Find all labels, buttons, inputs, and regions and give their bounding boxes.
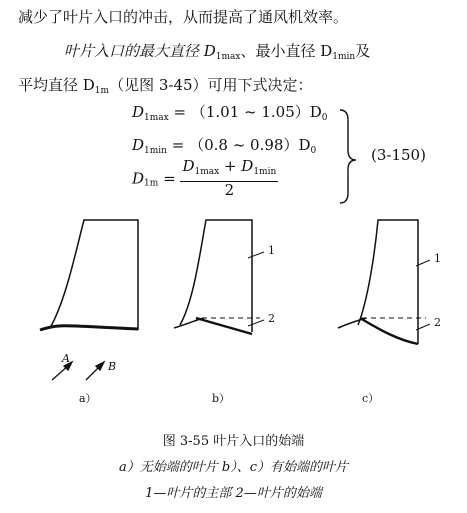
line3-text-b: （见图 3-45）可用下式决定：	[109, 76, 313, 94]
eq1-rhs-sub: 0	[321, 113, 328, 123]
eq2-rhs-sub: 0	[310, 146, 317, 156]
eq3-lhs: D	[132, 169, 145, 188]
eq3-denominator: 2	[224, 181, 235, 199]
figure-caption-title: 图 3-55 叶片入口的始端	[162, 434, 305, 449]
subfigure-label-a: a）	[79, 392, 97, 405]
blade-a	[40, 220, 138, 330]
eq3-num-a: D	[182, 157, 195, 175]
arrow-label-a: A	[62, 352, 70, 365]
eq3-num-b-sub: 1min	[253, 167, 277, 177]
eq1-lhs-sub: 1max	[144, 113, 169, 123]
eq3-equals: =	[163, 169, 176, 188]
subfigure-label-c: c）	[362, 392, 380, 405]
eq2-lhs: D	[132, 136, 145, 154]
eq3-plus: +	[219, 157, 242, 175]
eq1-lhs: D	[132, 103, 145, 121]
eq3-num-a-sub: 1max	[194, 167, 220, 177]
equation-number: (3-150)	[371, 146, 426, 164]
line3-sub: 1m	[94, 86, 110, 96]
line2-text-c: 及	[355, 42, 371, 60]
line2-text-a: 叶片入口的最大直径 D	[64, 42, 216, 60]
blade-c-label-1: 1	[434, 252, 441, 265]
eq2-lhs-sub: 1min	[144, 146, 167, 156]
line2-sub-1: 1max	[215, 52, 241, 62]
arrow-label-b: B	[108, 360, 117, 373]
eq2-rhs: = （0.8 ~ 0.98）D	[171, 136, 311, 154]
eq3-num-b: D	[241, 157, 254, 175]
paragraph-line-1-text: 减少了叶片入口的冲击，从而提高了通风机效率。	[18, 8, 349, 26]
blade-b-label-2: 2	[268, 312, 275, 325]
line2-text-b: 、最小直径 D	[240, 42, 333, 60]
subfigure-label-b: b）	[212, 392, 231, 405]
figure-caption-line-2: a）无始端的叶片 b）、c）有始端的叶片	[119, 460, 348, 475]
eq1-rhs: = （1.01 ~ 1.05）D	[173, 103, 322, 121]
blade-c	[338, 220, 430, 344]
line2-sub-2: 1min	[332, 52, 356, 62]
figure-caption-line-3: 1—叶片的主部 2—叶片的始端	[145, 486, 322, 501]
blade-c-label-2: 2	[434, 316, 441, 329]
blade-b-label-1: 1	[268, 244, 275, 257]
equation-brace	[340, 110, 356, 203]
flow-arrows	[52, 362, 104, 380]
blade-b	[174, 220, 264, 334]
line3-text-a: 平均直径 D	[18, 76, 95, 94]
eq3-lhs-sub: 1m	[144, 178, 159, 189]
